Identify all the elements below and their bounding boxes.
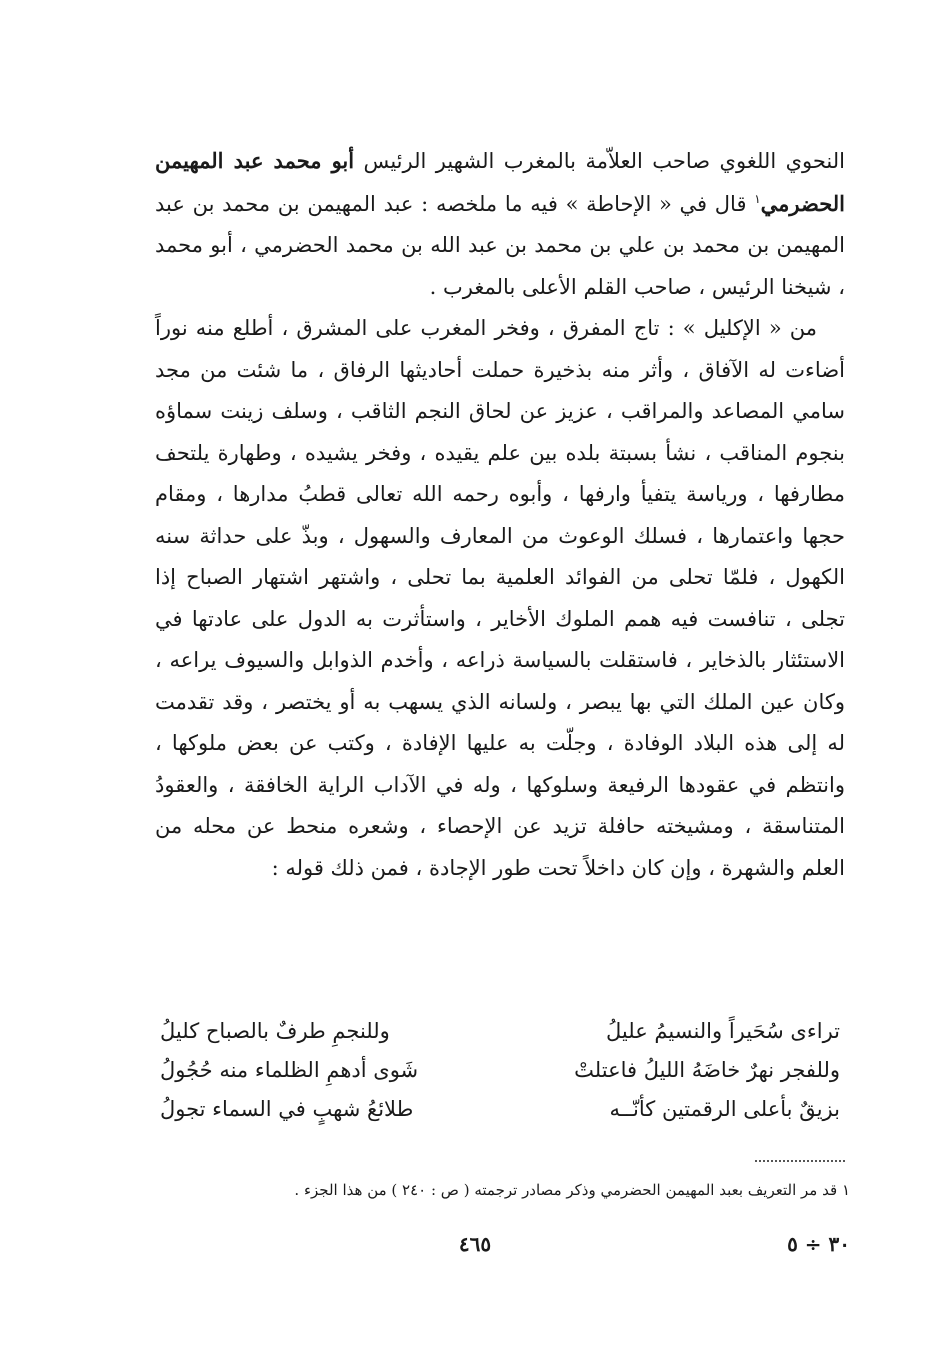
poem-verse [160, 1090, 840, 1129]
footnote-separator [755, 1160, 845, 1162]
footnote-text: قد مر التعريف بعبد المهيمن الحضرمي وذكر مصادر ترجمته ( ص : ٢٤٠ ) من هذا الجزء . [294, 1181, 838, 1199]
paragraph-iklil-quote: من « الإكليل » : تاج المفرق ، وفخر المغرب على المشرق ، أطلع منه نوراً أضاءت له الآفاق ، وأثر منه بذخيرة حملت أحاديثها الرفاق ، ما شئت من مجد سامي المصاعد والمراقب ، عزيز عن لحاق النجم الثاقب ، وسلف زينت سماؤه بنجوم المناقب ، نشأ بسبتة بلده بين علم يقيده ، وفخر يشيده ، وطهارة يلتحف مطارفها ، ورياسة يتفيأ وارفها ، وأبوه رحمه الله تعالى قطبُ مدارها ، ومقام حجها واعتمارها ، فسلك الوعوث من المعارف والسهول ، وبذّ على حداثة سنه الكهول ، فلمّا تحلى من الفوائد العلمية بما تحلى ، واشتهر اشتهار الصباح إذا تجلى ، تنافست فيه همم الملوك الأخاير ، واستأثرت به الدول على عادتها في الاستئثار بالذخاير ، فاستقلت بالسياسة ذراعه ، وأخدم الذوابل والسيوف يراعه ، وكان عين الملك التي بها يبصر ، ولسانه الذي يسهب به أو يختصر ، وقد تقدمت له إلى هذه البلاد الوفادة ، وجلّت به عليها الإفادة ، وكتب عن بعض ملوكها ، وانتظم في عقودها الرفيعة وسلوكها ، وله في الآداب الراية الخافقة ، والعقودُ المتناسقة ، ومشيخته حافلة تزيد عن الإحصاء ، وشعره منحط عن محله من العلم والشهرة ، وإن كان داخلاً تحت طور الإجادة ، فمن ذلك قوله : [155, 316, 845, 880]
verse-first-hemistich: تراءى سُحَيراً والنسيمُ عليلُ [606, 1019, 840, 1043]
verse-second-hemistich: وللنجمِ طرفٌ بالصباح كليلُ [160, 1019, 390, 1043]
verse-second-hemistich: طلائعُ شهبٍ في السماء تجولُ [160, 1097, 414, 1121]
page-number: ٤٦٥ [458, 1232, 492, 1256]
subject-name: أبو محمد عبد المهيمن الحضرمي [155, 148, 845, 216]
verse-first-hemistich: بزيقٌ بأعلى الرقمتين كأنّــه [609, 1097, 840, 1121]
footnote [150, 1178, 850, 1202]
footnote-reference: ١ [754, 191, 761, 206]
poem [160, 1012, 840, 1129]
intro-text: النحوي اللغوي صاحب العلاّمة بالمغرب الشهير الرئيس [354, 149, 845, 173]
intro-continuation: قال في « الإحاطة » فيه ما ملخصه : عبد المهيمن بن محمد بن عبد المهيمن بن محمد بن علي بن محمد بن عبد الله بن محمد الحضرمي ، أبو محمد ، شيخنا الرئيس ، صاحب القلم الأعلى بالمغرب . [155, 191, 845, 299]
printer-signature: ٣٠ ÷ ٥ [787, 1232, 850, 1256]
footnote-marker: ١ [841, 1181, 850, 1199]
poem-verse [160, 1051, 840, 1090]
verse-first-hemistich: وللفجر نهرٌ خاضَهُ الليلُ فاعتلتْ [574, 1058, 840, 1082]
paragraph-biography-intro [155, 140, 845, 308]
verse-second-hemistich: شَوى أدهمِ الظلماء منه حُجُولُ [160, 1058, 419, 1082]
poem-verse [160, 1012, 840, 1051]
main-text [155, 140, 845, 889]
